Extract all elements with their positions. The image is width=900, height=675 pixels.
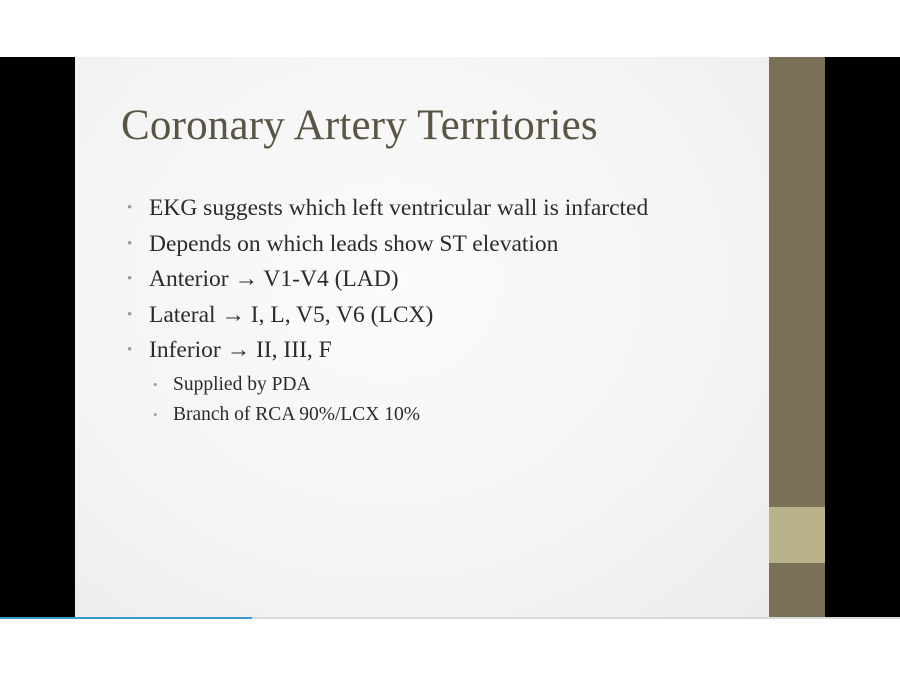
bullet-icon: • bbox=[127, 235, 133, 252]
list-item bbox=[127, 298, 648, 334]
bullet-text: EKG suggests which left ventricular wall is infarcted bbox=[149, 195, 649, 221]
list-item bbox=[127, 227, 648, 263]
bullet-icon: • bbox=[127, 306, 133, 323]
bullet-icon: • bbox=[127, 200, 133, 216]
bullet-icon: • bbox=[153, 377, 158, 392]
bullet-text: Inferior → II, III, F bbox=[149, 337, 332, 363]
sub-bullet-list bbox=[153, 370, 420, 430]
list-item bbox=[153, 370, 420, 400]
bullet-icon: • bbox=[153, 407, 158, 422]
bullet-text: Lateral → I, L, V5, V6 (LCX) bbox=[149, 301, 434, 328]
bullet-list bbox=[127, 191, 648, 369]
video-progress-bar[interactable] bbox=[0, 617, 900, 619]
presentation-slide bbox=[75, 57, 769, 617]
bullet-icon: • bbox=[127, 342, 133, 358]
bullet-text: Depends on which leads show ST elevation bbox=[149, 230, 559, 257]
sub-bullet-text: Branch of RCA 90%/LCX 10% bbox=[173, 404, 420, 425]
sub-bullet-text: Supplied by PDA bbox=[173, 374, 311, 395]
list-item bbox=[127, 191, 648, 227]
slide-title: Coronary Artery Territories bbox=[121, 102, 598, 149]
list-item bbox=[153, 400, 420, 430]
list-item bbox=[127, 333, 648, 369]
video-progress-fill bbox=[0, 617, 252, 619]
list-item bbox=[127, 262, 648, 298]
bullet-icon: • bbox=[127, 271, 133, 287]
bullet-text: Anterior → V1-V4 (LAD) bbox=[149, 266, 399, 292]
slide-side-accent bbox=[769, 507, 825, 563]
